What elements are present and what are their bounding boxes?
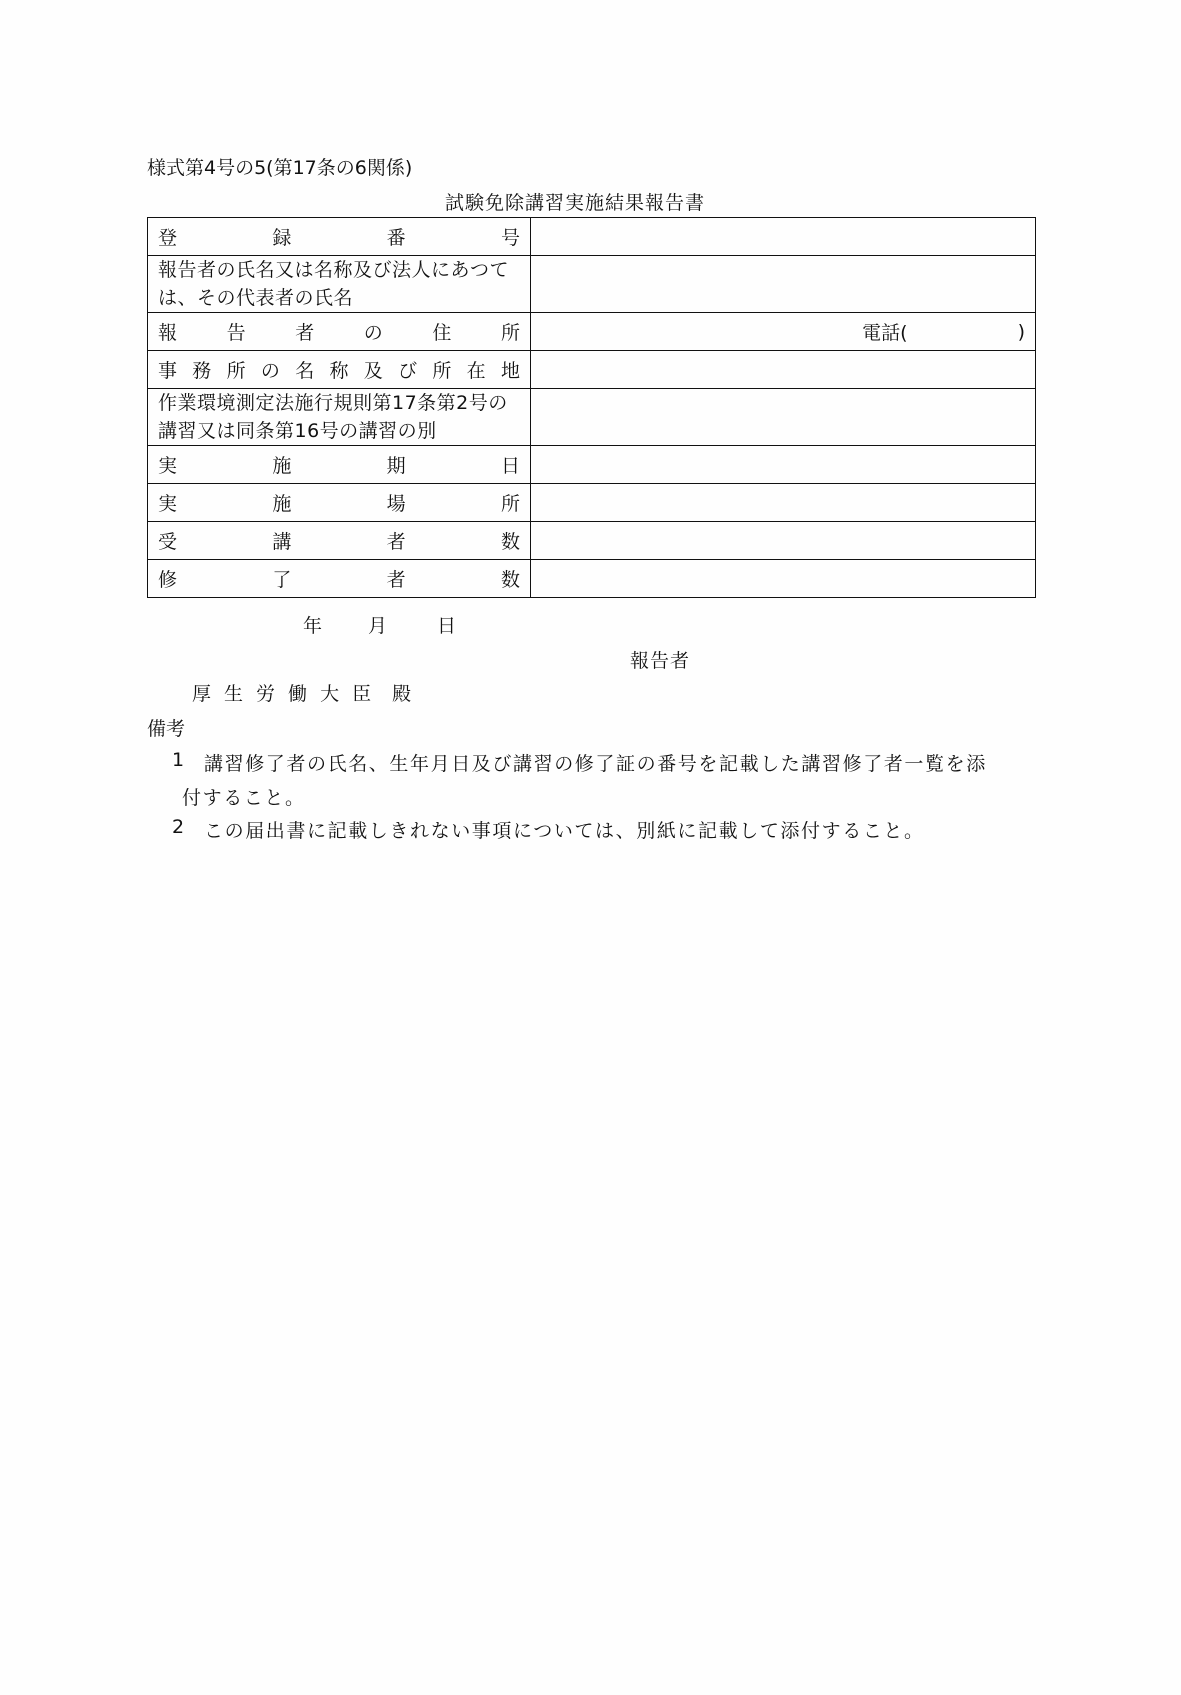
table-row-reporter-address (148, 313, 1036, 351)
label-char: 号 (500, 227, 520, 249)
completer-count-field[interactable] (531, 560, 1036, 598)
label-char: 告 (226, 322, 246, 344)
note-2-text: この届出書に記載しきれない事項については、別紙に記載して添付すること。 (204, 820, 925, 842)
note-1-number: 1 (172, 749, 186, 771)
label-char: 者 (386, 569, 406, 591)
attendee-count-field[interactable] (531, 522, 1036, 560)
note-1-text-continued: 付すること。 (182, 787, 306, 809)
course-type-field[interactable] (531, 389, 1036, 446)
document-title: 試験免除講習実施結果報告書 (445, 192, 706, 214)
label-char: 者 (295, 322, 315, 344)
registration-number-field[interactable] (531, 218, 1036, 256)
label-char: の (363, 322, 383, 344)
label-char: 住 (432, 322, 452, 344)
phone-label: 電話( (862, 322, 908, 344)
label-implementation-place (148, 484, 531, 522)
label-char: 名 (295, 360, 315, 382)
label-char: 地 (500, 360, 520, 382)
label-char: 及 (363, 360, 383, 382)
note-1-text: 講習修了者の氏名、生年月日及び講習の修了証の番号を記載した講習修了者一覧を添 (204, 753, 987, 775)
label-char: 報 (158, 322, 178, 344)
label-registration-number (148, 218, 531, 256)
addressee (192, 679, 424, 706)
label-char: 録 (272, 227, 292, 249)
label-char: 番 (386, 227, 406, 249)
table-row-reporter-name (148, 256, 1036, 313)
label-char: 所 (500, 322, 520, 344)
table-row-attendees (148, 522, 1036, 560)
label-char: 日 (500, 455, 520, 477)
label-char: 所 (500, 493, 520, 515)
addressee-char: 厚 (192, 683, 212, 705)
phone-number-field[interactable] (541, 318, 1025, 345)
label-reporter-address (148, 313, 531, 351)
label-implementation-date (148, 446, 531, 484)
addressee-char: 大 (320, 683, 340, 705)
label-text: 報告者の氏名又は名称及び法人にあつては、その代表者の氏名 (158, 259, 510, 309)
date-month-label: 月 (368, 615, 388, 637)
table-row-implementation-place (148, 484, 1036, 522)
label-char: 施 (272, 493, 292, 515)
label-char: 数 (500, 531, 520, 553)
reporter-address-field[interactable] (531, 313, 1036, 351)
addressee-char: 生 (224, 683, 244, 705)
label-char: 修 (158, 569, 178, 591)
label-char: 実 (158, 455, 178, 477)
label-char: 在 (466, 360, 486, 382)
label-char: 所 (432, 360, 452, 382)
label-char: 期 (386, 455, 406, 477)
table-row-registration-number (148, 218, 1036, 256)
label-completer-count (148, 560, 531, 598)
addressee-char: 働 (288, 683, 308, 705)
label-char: 者 (386, 531, 406, 553)
label-course-type (148, 389, 531, 446)
label-char: び (398, 360, 418, 382)
label-attendee-count (148, 522, 531, 560)
label-char: 務 (192, 360, 212, 382)
label-char: 受 (158, 531, 178, 553)
addressee-char: 殿 (392, 683, 412, 705)
table-row-implementation-date (148, 446, 1036, 484)
table-row-completers (148, 560, 1036, 598)
office-field[interactable] (531, 351, 1036, 389)
table-row-course-type (148, 389, 1036, 446)
remarks-heading: 備考 (147, 718, 186, 740)
label-char: 登 (158, 227, 178, 249)
label-char: 講 (272, 531, 292, 553)
implementation-place-field[interactable] (531, 484, 1036, 522)
label-char: 施 (272, 455, 292, 477)
label-char: 場 (386, 493, 406, 515)
label-office-name-location (148, 351, 531, 389)
label-text: 作業環境測定法施行規則第17条第2号の講習又は同条第16号の講習の別 (158, 392, 508, 442)
label-char: 称 (329, 360, 349, 382)
addressee-char: 臣 (352, 683, 372, 705)
label-char: 数 (500, 569, 520, 591)
label-char: 事 (158, 360, 178, 382)
phone-close-paren: ) (1017, 320, 1025, 343)
label-char: 所 (226, 360, 246, 382)
date-year-label: 年 (303, 615, 323, 637)
label-char: 了 (272, 569, 292, 591)
table-row-office (148, 351, 1036, 389)
form-number: 様式第4号の5(第17条の6関係) (147, 157, 413, 179)
note-2-number: 2 (172, 816, 186, 838)
implementation-date-field[interactable] (531, 446, 1036, 484)
reporter-signature-label: 報告者 (630, 650, 691, 672)
report-form-table (147, 217, 1036, 598)
addressee-char: 労 (256, 683, 276, 705)
label-reporter-name (148, 256, 531, 313)
reporter-name-field[interactable] (531, 256, 1036, 313)
label-char: 実 (158, 493, 178, 515)
label-char: の (260, 360, 280, 382)
date-day-label: 日 (437, 615, 457, 637)
